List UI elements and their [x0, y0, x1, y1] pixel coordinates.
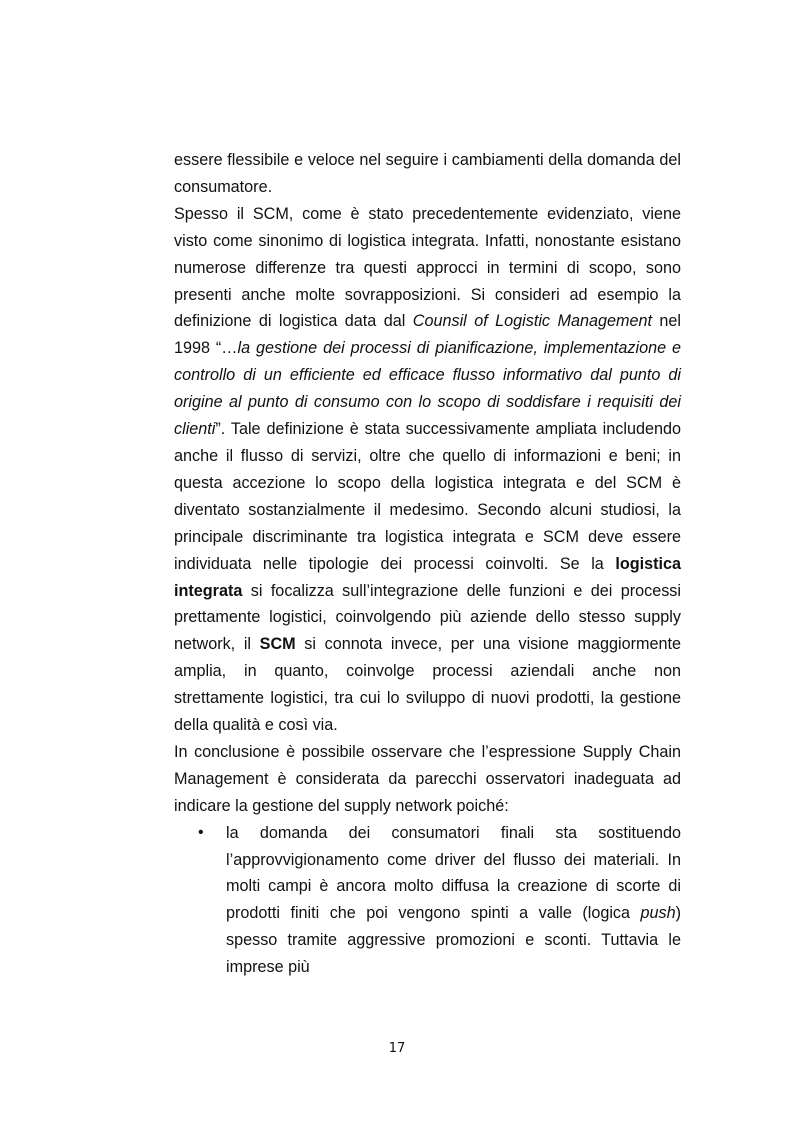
text-span: Spesso il SCM, come è stato precedentemente evidenziato, viene visto come sinonimo di logistica integrata. Infatti, nonostante esistano numerose differenze tra questi approcci in termini di scopo, sono presenti anche molte sovrapposizioni. Si consideri ad esempio la definizione di logistica data dal	[174, 204, 681, 331]
text-span: ”. Tale definizione è stata successivamente ampliata includendo anche il flusso di servizi, oltre che quello di informazioni e beni; in questa accezione lo scopo della logistica integrata e del SCM è diventato sostanzialmente il medesimo. Secondo alcuni studiosi, la principale discriminante tra logistica integrata e SCM deve essere individuata nelle tipologie dei processi coinvolti. Se la	[174, 420, 681, 573]
italic-org-name: Counsil of Logistic Management	[412, 312, 652, 331]
text-span: nel 1998 “…	[174, 312, 681, 358]
bold-term-logistica: logistica integrata	[174, 554, 681, 600]
text-span: la domanda dei consumatori finali sta sostituendo l’approvvigionamento come driver del flusso dei materiali. In molti campi è ancora molto diffusa la creazione di scorte di prodotti finiti che poi vengono spinti a valle (logica	[226, 823, 681, 923]
body-text	[174, 147, 681, 981]
list-item	[174, 820, 681, 981]
paragraph-conclusion: In conclusione è possibile osservare che l’espressione Supply Chain Management è considerata da parecchi osservatori inadeguata ad indicare la gestione del supply network poiché:	[174, 742, 681, 815]
page-number: 17	[388, 1041, 406, 1056]
italic-quote: la gestione dei processi di pianificazione, implementazione e controllo di un efficiente ed efficace flusso informativo dal punto di origine al punto di consumo con lo scopo di soddisfare i requisiti dei clienti	[174, 339, 681, 439]
text-span: si focalizza sull’integrazione delle funzioni e dei processi prettamente logistici, coinvolgendo più aziende dello stesso supply network, il	[174, 581, 681, 654]
paragraph-consumer-demand: essere flessibile e veloce nel seguire i cambiamenti della domanda del consumatore.	[174, 151, 681, 196]
text-span: si connota invece, per una visione maggiormente amplia, in quanto, coinvolge processi aziendali anche non strettamente logistici, tra cui lo sviluppo di nuovi prodotti, la gestione della qualità e così via.	[174, 635, 681, 735]
text-span: ) spesso tramite aggressive promozioni e sconti. Tuttavia le imprese più	[226, 904, 681, 977]
italic-push: push	[640, 904, 676, 923]
bold-term-scm: SCM	[259, 635, 296, 654]
paragraph-scm-vs-logistics	[174, 201, 681, 739]
bullet-dot-icon: •	[198, 823, 204, 841]
bullet-list	[174, 820, 681, 981]
